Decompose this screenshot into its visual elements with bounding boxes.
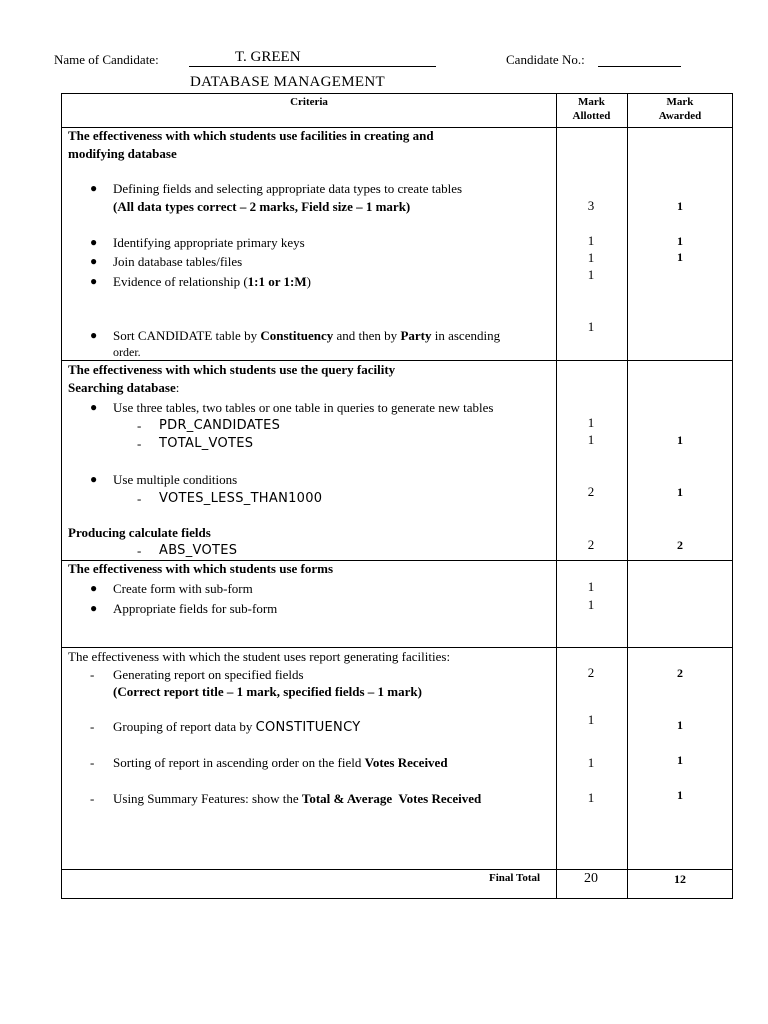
candidate-no-blank [598, 50, 681, 67]
bullet-icon: ● [90, 581, 98, 595]
dash-marker: - [137, 491, 142, 506]
column-divider [556, 94, 557, 898]
final-total-awarded: 12 [674, 872, 686, 886]
section2-subheading-text: Searching database [68, 380, 176, 395]
s4-item3-pre: Sorting of report in ascending order on the field [113, 755, 365, 770]
s3-item1-text: Create form with sub-form [113, 581, 253, 596]
s1-item5-line2: order. [113, 345, 141, 359]
query-total-votes: TOTAL_VOTES [159, 436, 254, 451]
bullet-icon: ● [90, 235, 98, 249]
s1-item3-allotted: 1 [587, 250, 595, 265]
dash-marker: - [137, 436, 142, 451]
mark-awarded-header-line1: Mark [666, 96, 694, 108]
s1-item5-text [113, 328, 500, 344]
s2-q3-awarded: 1 [677, 485, 683, 499]
row-divider [62, 869, 732, 870]
s1-item5-mid: and then by [333, 328, 401, 343]
s4-item2-allotted: 1 [587, 712, 595, 727]
query-votes-less-than1000: VOTES_LESS_THAN1000 [159, 491, 323, 506]
s4-item3-awarded: 1 [677, 753, 683, 767]
bullet-icon: ● [90, 472, 98, 486]
s1-item5-post: in ascending [431, 328, 501, 343]
s1-item1-note: (All data types correct – 2 marks, Field size – 1 mark) [113, 199, 411, 214]
s4-item2-text [113, 719, 360, 736]
s4-item3-bold: Votes Received [364, 755, 448, 770]
s2-q2-awarded: 1 [677, 433, 683, 447]
bullet-icon: ● [90, 274, 98, 288]
s4-item1-note: (Correct report title – 1 mark, specified fields – 1 mark) [113, 684, 422, 699]
s1-item2-text: Identifying appropriate primary keys [113, 235, 305, 250]
s1-item1-text: Defining fields and selecting appropriate data types to create tables [113, 181, 463, 196]
query-pdr-candidates: PDR_CANDIDATES [159, 418, 281, 433]
s1-item4-text [113, 274, 311, 290]
bullet-icon: ● [90, 181, 98, 195]
s3-item1-allotted: 1 [587, 579, 595, 594]
s1-item4-pre: Evidence of relationship ( [113, 274, 248, 289]
s1-item5-pre: Sort CANDIDATE table by [113, 328, 261, 343]
query-abs-votes: ABS_VOTES [159, 543, 238, 558]
mark-allotted-header [556, 95, 627, 123]
section2-subheading-colon: : [175, 380, 180, 395]
s1-item5-bold1: Constituency [260, 328, 334, 343]
s4-item1-text: Generating report on specified fields [113, 667, 304, 682]
bullet-icon: ● [90, 254, 98, 268]
name-label: Name of Candidate: [54, 52, 159, 67]
bullet-icon: ● [90, 400, 98, 414]
candidate-header [54, 50, 754, 70]
section2-subheading [68, 380, 179, 396]
candidate-name: T. GREEN [189, 50, 436, 67]
column-divider [627, 94, 628, 898]
s4-item1-allotted: 2 [587, 665, 595, 680]
final-total-label: Final Total [489, 872, 541, 884]
dash-marker: - [137, 418, 142, 433]
s1-item3-text: Join database tables/files [113, 254, 243, 269]
dash-marker: - [137, 543, 142, 558]
criteria-header: Criteria [290, 96, 328, 108]
mark-allotted-header-line1: Mark [578, 96, 605, 108]
s1-item2-allotted: 1 [587, 233, 595, 248]
row-divider [62, 647, 732, 648]
s2-item2-text: Use multiple conditions [113, 472, 238, 487]
s4-item4-allotted: 1 [587, 790, 595, 805]
calc-fields-heading: Producing calculate fields [68, 525, 211, 540]
section3-heading: The effectiveness with which students use forms [68, 561, 334, 576]
mark-awarded-header [627, 95, 733, 123]
s2-q4-allotted: 2 [587, 537, 595, 552]
s4-item4-bold: Total & Average Votes Received [301, 791, 482, 806]
s2-q1-allotted: 1 [587, 415, 595, 430]
section4-heading: The effectiveness with which the student uses report generating facilities: [68, 649, 451, 664]
s4-item2-awarded: 1 [677, 718, 683, 732]
bullet-icon: ● [90, 328, 98, 342]
section1-heading-line1: The effectiveness with which students use facilities in creating and [68, 128, 434, 143]
s4-item4-text [113, 791, 481, 807]
section1-heading-line2: modifying database [68, 146, 177, 161]
s1-item4-post: ) [306, 274, 311, 289]
final-total-allotted: 20 [584, 871, 598, 886]
bullet-icon: ● [90, 601, 98, 615]
s1-item4-bold: 1:1 or 1:M [247, 274, 307, 289]
row-divider [62, 360, 732, 361]
page-title: DATABASE MANAGEMENT [190, 74, 385, 90]
s2-q4-awarded: 2 [677, 538, 683, 552]
dash-marker: - [90, 667, 95, 682]
s2-item1-text: Use three tables, two tables or one table in queries to generate new tables [113, 400, 494, 415]
mark-allotted-header-line2: Allotted [572, 110, 611, 122]
s4-item3-text [113, 755, 448, 771]
s4-item3-allotted: 1 [587, 755, 595, 770]
s2-q2-allotted: 1 [587, 432, 595, 447]
s3-item2-allotted: 1 [587, 597, 595, 612]
dash-marker: - [90, 755, 95, 770]
s1-item5-bold2: Party [400, 328, 432, 343]
candidate-no-label: Candidate No.: [506, 52, 585, 67]
s1-item3-awarded: 1 [677, 250, 683, 264]
dash-marker: - [90, 719, 95, 734]
s3-item2-text: Appropriate fields for sub-form [113, 601, 278, 616]
s1-item1-awarded: 1 [677, 199, 683, 213]
section2-heading: The effectiveness with which students use the query facility [68, 362, 396, 377]
s4-item1-awarded: 2 [677, 666, 683, 680]
s1-item5-allotted: 1 [587, 319, 595, 334]
s4-item4-pre: Using Summary Features: show the [113, 791, 302, 806]
s1-item2-awarded: 1 [677, 234, 683, 248]
dash-marker: - [90, 791, 95, 806]
s1-item1-allotted: 3 [587, 198, 595, 213]
s4-item4-awarded: 1 [677, 788, 683, 802]
marking-table [61, 93, 733, 899]
s1-item4-allotted: 1 [587, 267, 595, 282]
mark-awarded-header-line2: Awarded [658, 110, 702, 122]
s4-item2-pre: Grouping of report data by [113, 719, 256, 734]
s4-item2-bold: CONSTITUENCY [255, 720, 361, 735]
s2-q3-allotted: 2 [587, 484, 595, 499]
